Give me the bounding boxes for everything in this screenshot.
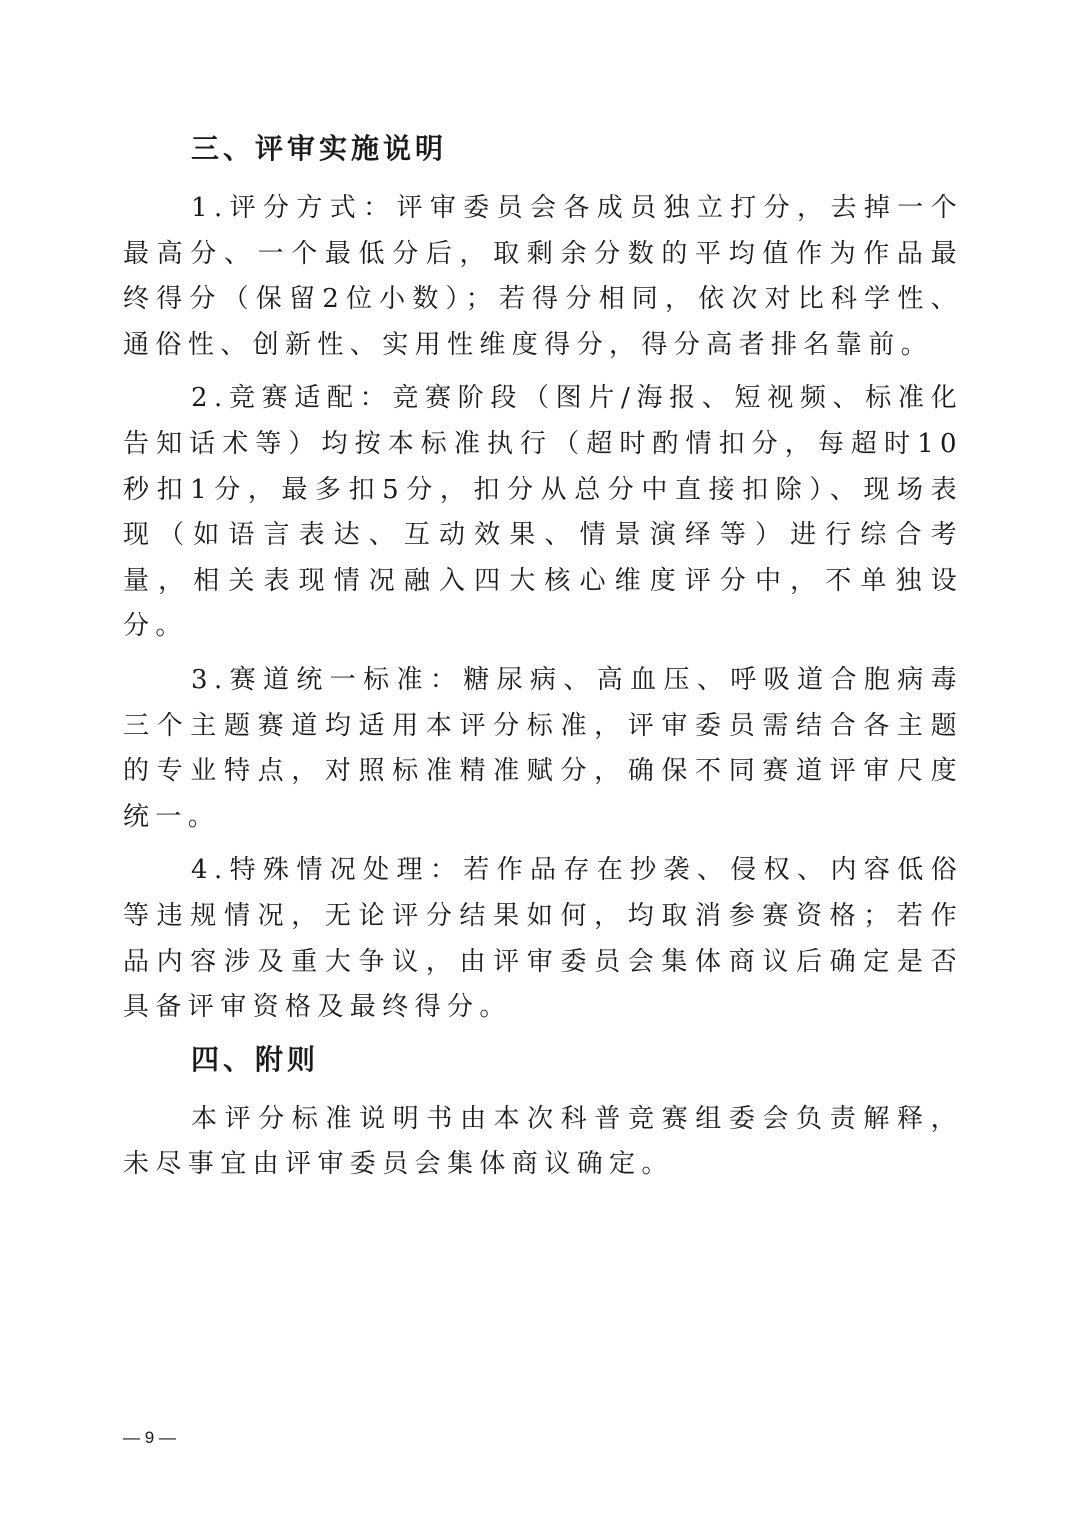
paragraph-special-cases: 4.特殊情况处理：若作品存在抄袭、侵权、内容低俗等违规情况，无论评分结果如何，均取消参赛资格；若作品内容涉及重大争议，由评审委员会集体商议后确定是否具备评审资格及最终得分。 [123, 855, 963, 1023]
paragraph-scoring-method: 1.评分方式：评审委员会各成员独立打分，去掉一个最高分、一个最低分后，取剩余分数的平均值作为作品最终得分（保留2位小数）；若得分相同，依次对比科学性、通俗性、创新性、实用性维度得分，得分高者排名靠前。 [123, 193, 963, 360]
paragraph-appendix: 本评分标准说明书由本次科普竞赛组委会负责解释，未尽事宜由评审委员会集体商议确定。 [123, 1103, 963, 1180]
section-heading-appendix: 四、附则 [191, 1042, 320, 1076]
section-heading-evaluation: 三、评审实施说明 [191, 132, 448, 165]
paragraph-competition-adaptation: 2.竞赛适配：竞赛阶段（图片/海报、短视频、标准化告知话术等）均按本标准执行（超时酌情扣分，每超时10秒扣1分，最多扣5分，扣分从总分中直接扣除）、现场表现（如语言表达、互动效果、情景演绎等）进行综合考量，相关表现情况融入四大核心维度评分中，不单独设分。 [123, 383, 963, 642]
document-body [123, 120, 963, 1188]
paragraph-unified-standard: 3.赛道统一标准：糖尿病、高血压、呼吸道合胞病毒三个主题赛道均适用本评分标准，评审委员需结合各主题的专业特点，对照标准精准赋分，确保不同赛道评审尺度统一。 [123, 664, 963, 832]
page-number: — 9 — [123, 1428, 176, 1447]
